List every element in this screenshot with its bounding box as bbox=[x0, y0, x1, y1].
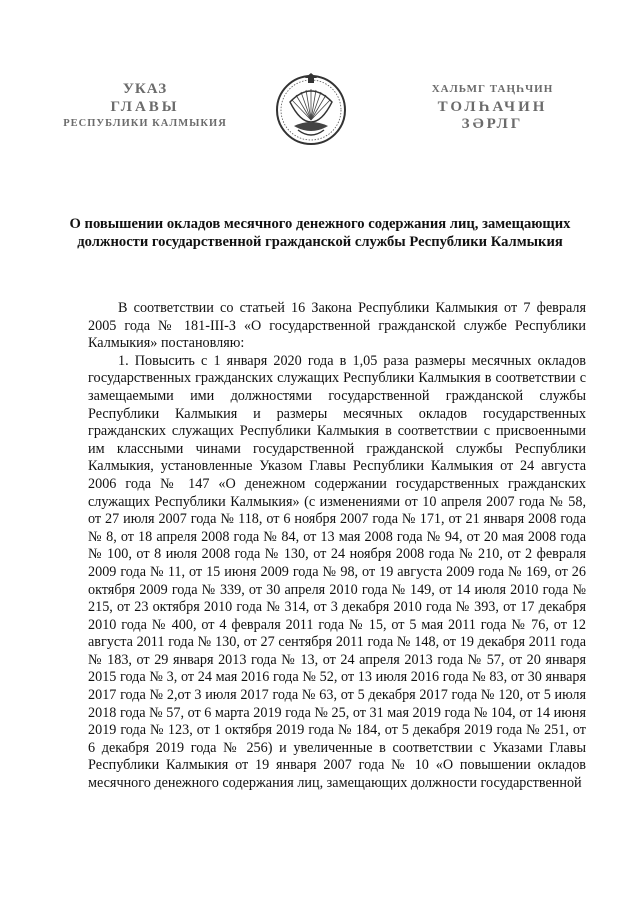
header-left-line2: ГЛАВЫ bbox=[110, 99, 180, 115]
document-header bbox=[0, 70, 640, 150]
header-left-russian bbox=[55, 80, 235, 132]
header-left-line1: УКАЗ bbox=[122, 81, 168, 97]
paragraph-preamble: В соответствии со статьей 16 Закона Республики Калмыкия от 7 февраля 2005 года № 181-III-З «О государственной гражданской службе Республики Калмыкия» постановляю: bbox=[88, 300, 586, 352]
header-right-line3: ЗӘРЛГ bbox=[461, 116, 524, 132]
republic-of-kalmykia-emblem-icon bbox=[272, 70, 350, 148]
header-right-line2: ТОЛҺАЧИН bbox=[437, 99, 548, 115]
header-left-line3: РЕСПУБЛИКИ КАЛМЫКИЯ bbox=[63, 118, 227, 129]
paragraph-item-1: 1. Повысить с 1 января 2020 года в 1,05 раза размеры месячных окладов государственных гражданских служащих Республики Калмыкия в соответствии с замещаемыми ими должностями государственной гражданской службы Республики Калмыкия и размеры месячных окладов государственных гражданских служащих Республики Калмыкия в соответствии с присвоенными им классными чинами государственной гражданской службы Республики Калмыкия, установленные Указом Главы Республики Калмыкия от 24 августа 2006 года № 147 «О денежном содержании государственных гражданских служащих Республики Калмыкия» (с изменениями от 10 апреля 2007 года № 58, от 27 июля 2007 года № 118, от 6 ноября 2007 года № 171, от 21 января 2008 года № 8, от 18 апреля 2008 года № 84, от 13 мая 2008 года № 94, от 20 мая 2008 года № 100, от 8 июля 2008 года № 130, от 24 ноября 2008 года № 210, от 2 февраля 2009 года № 11, от 15 июня 2009 года № 98, от 19 августа 2009 года № 169, от 26 октября 2009 года № 339, от 30 апреля 2010 года № 149, от 14 июля 2010 года № 215, от 23 октября 2010 года № 314, от 3 декабря 2010 года № 393, от 17 декабря 2010 года № 400, от 4 февраля 2011 года № 15, от 5 мая 2011 года № 76, от 12 августа 2011 года № 130, от 27 сентября 2011 года № 148, от 19 декабря 2011 года № 183, от 29 января 2013 года № 13, от 24 апреля 2013 года № 57, от 20 января 2015 года № 3, от 24 мая 2016 года № 52, от 13 июля 2016 года № 83, от 30 января 2017 года № 2,от 3 июля 2017 года № 63, от 5 декабря 2017 года № 120, от 5 июля 2018 года № 57, от 6 марта 2019 года № 25, от 31 мая 2019 года № 104, от 14 июня 2019 года № 123, от 1 октября 2019 года № 184, от 5 декабря 2019 года № 251, от 6 декабря 2019 года № 256) и увеличенные в соответствии с Указами Главы Республики Калмыкия от 19 января 2007 года № 10 «О повышении окладов месячного денежного содержания лиц, замещающих должности государственной bbox=[88, 352, 586, 792]
decree-title: О повышении окладов месячного денежного содержания лиц, замещающих должности государственной гражданской службы Республики Калмыкия bbox=[69, 216, 571, 250]
header-right-line1: ХАЛЬМГ ТАҢҺЧИН bbox=[431, 83, 554, 95]
header-right-kalmyk bbox=[405, 80, 580, 132]
decree-body bbox=[88, 300, 586, 793]
